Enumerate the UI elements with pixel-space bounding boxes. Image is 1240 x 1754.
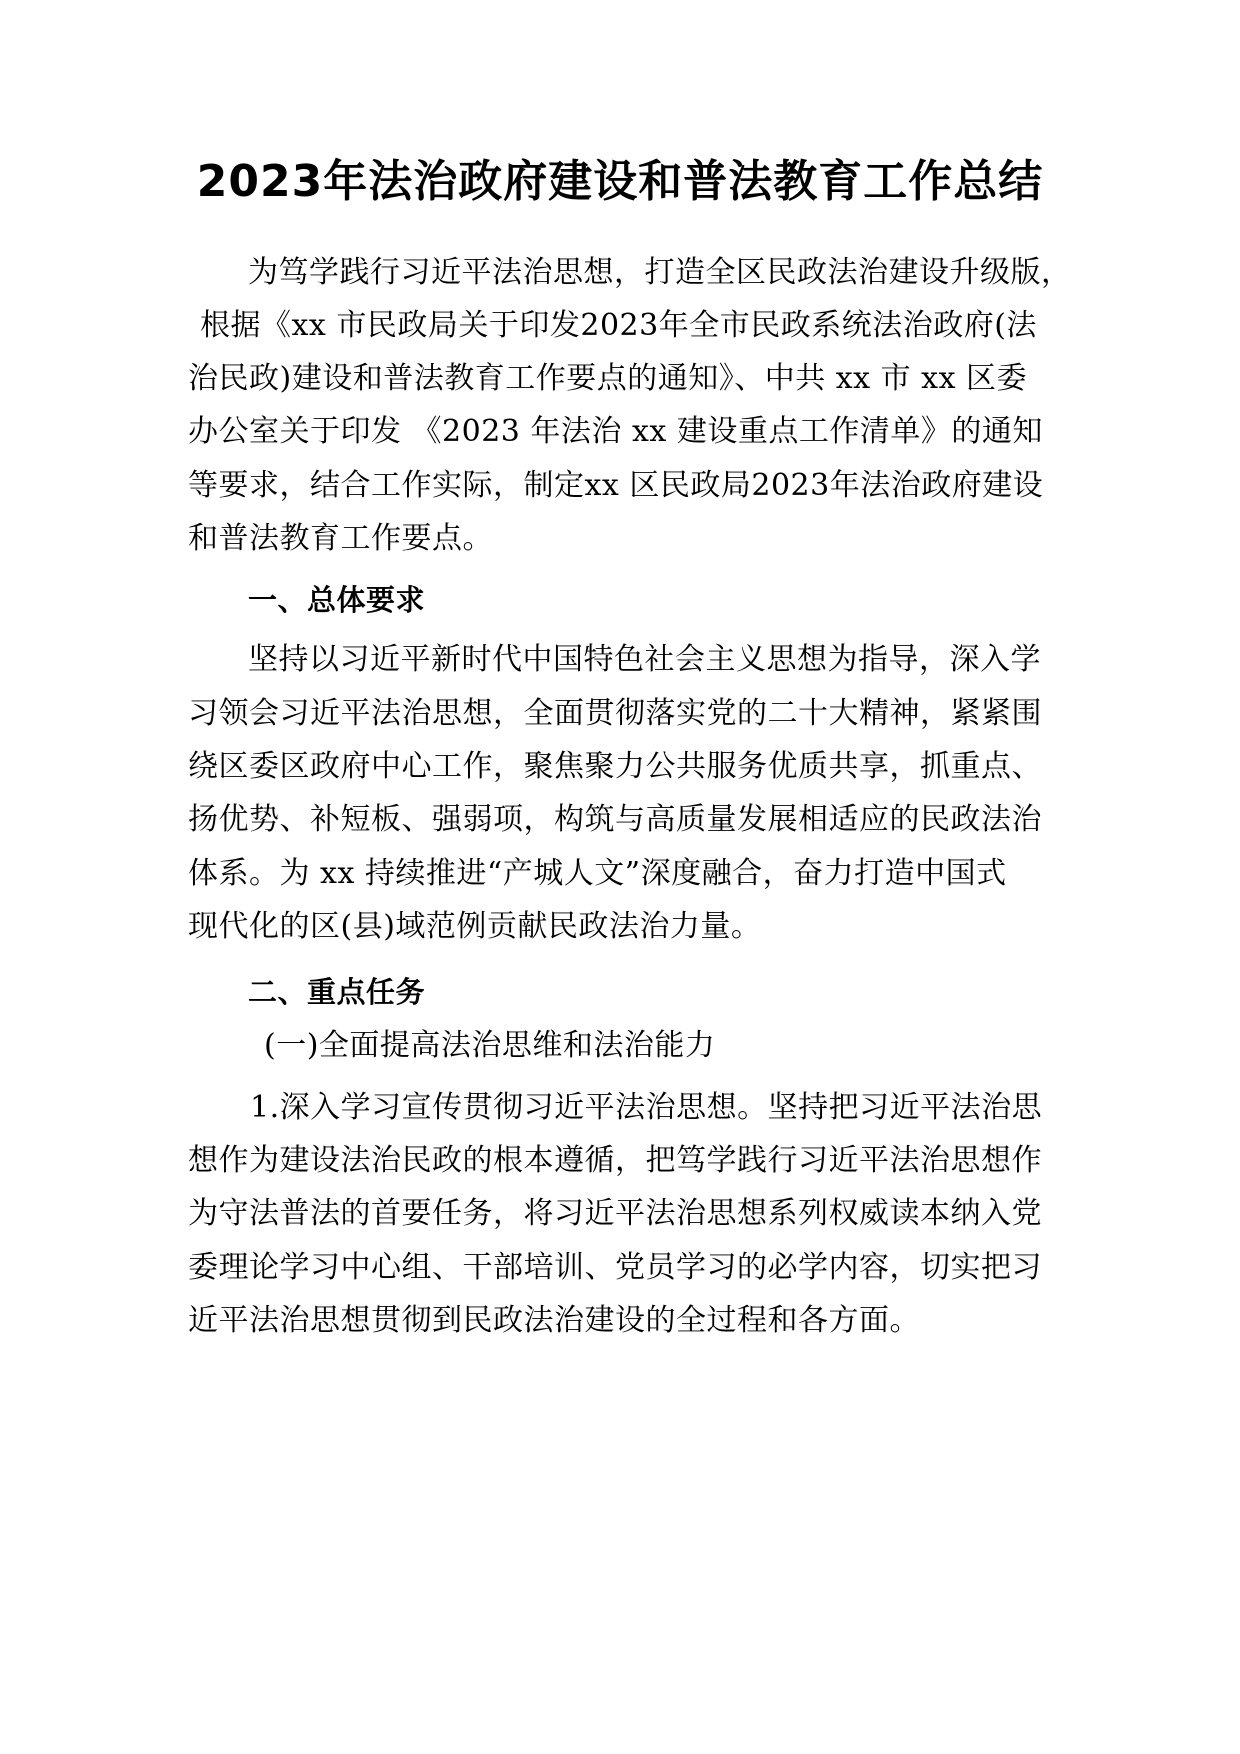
section1-line-6: 现代化的区(县)域范例贡献民政法治力量。: [188, 909, 762, 944]
section1-line-2: 习领会习近平法治思想，全面贯彻落实党的二十大精神，紧紧围: [188, 696, 1042, 731]
subsection-heading-1: (一)全面提高法治思维和法治能力: [264, 1028, 716, 1063]
intro-line-1: 为笃学践行习近平法治思想，打造全区民政法治建设升级版，: [248, 255, 1072, 290]
document-title: 2023年法治政府建设和普法教育工作总结: [196, 156, 1044, 207]
intro-line-6: 和普法教育工作要点。: [188, 521, 493, 556]
item1-line-1: 1.深入学习宣传贯彻习近平法治思想。坚持把习近平法治思: [250, 1090, 1043, 1125]
section-heading-1: 一、总体要求: [248, 583, 426, 617]
item1-line-2: 想作为建设法治民政的根本遵循，把笃学践行习近平法治思想作: [188, 1143, 1042, 1178]
section1-line-4: 扬优势、补短板、强弱项，构筑与高质量发展相适应的民政法治: [188, 802, 1042, 837]
section-heading-2: 二、重点任务: [248, 975, 426, 1009]
section1-line-5: 体系。为 xx 持续推进“产城人文”深度融合，奋力打造中国式: [188, 856, 1007, 891]
section1-line-3: 绕区委区政府中心工作，聚焦聚力公共服务优质共享，抓重点、: [188, 749, 1042, 784]
section1-line-1: 坚持以习近平新时代中国特色社会主义思想为指导，深入学: [248, 642, 1041, 677]
intro-line-2: 根据《xx 市民政局关于印发2023年全市民政系统法治政府(法: [200, 308, 1037, 343]
intro-line-4: 办公室关于印发 《2023 年法治 xx 建设重点工作清单》的通知: [188, 414, 1043, 449]
intro-line-3: 治民政)建设和普法教育工作要点的通知》、中共 xx 市 xx 区委: [188, 361, 1028, 396]
intro-line-5: 等要求，结合工作实际，制定xx 区民政局2023年法治政府建设: [188, 468, 1044, 503]
item1-line-3: 为守法普法的首要任务，将习近平法治思想系列权威读本纳入党: [188, 1196, 1042, 1231]
item1-line-4: 委理论学习中心组、干部培训、党员学习的必学内容，切实把习: [188, 1250, 1042, 1285]
item1-line-5: 近平法治思想贯彻到民政法治建设的全过程和各方面。: [188, 1303, 920, 1338]
